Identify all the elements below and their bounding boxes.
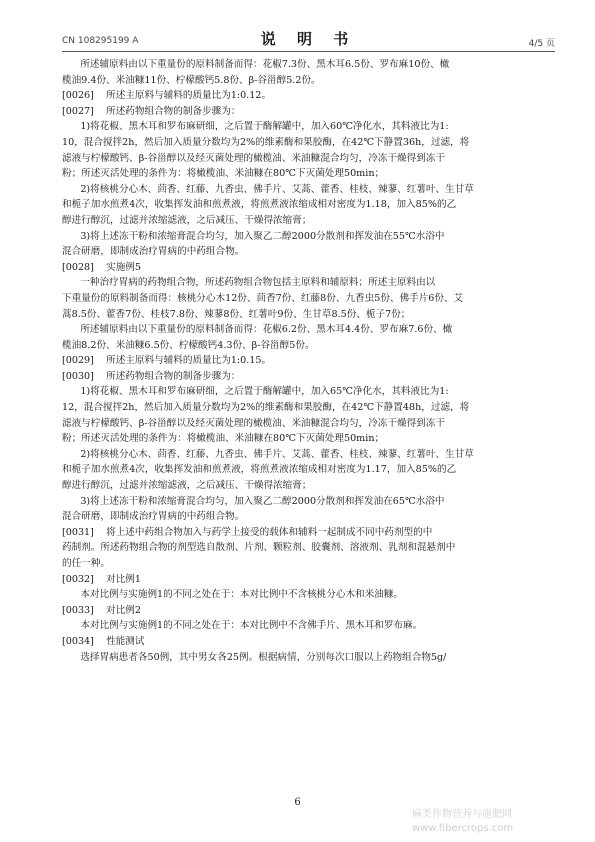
body-text-line: 下重量份的原料制备而得：核桃分心木12份、茴香7份、红藤8份、九香虫5份、佛手片6份、艾 [62,292,464,304]
body-text-line: 醇进行醇沉，过滤并浓缩滤液，之后减压、干燥得浓缩膏； [62,480,312,492]
body-text-line: 本对比例与实施例1的不同之处在于：本对比例中不含核桃分心木和米油糠。 [62,589,404,601]
body-text-line: 1)将花椒、黑木耳和罗布麻研细，之后置于酶解罐中，加入65℃净化水，其料液比为1: [62,386,449,398]
body-text-line: 本对比例与实施例1的不同之处在于：本对比例中不含佛手片、黑木耳和罗布麻。 [62,620,423,632]
body-text-line: 3)将上述冻干粉和浓缩膏混合均匀，加入聚乙二醇2000分散剂和挥发油在65℃水浴中 [62,495,445,507]
body-text-line: [0032] 对比例1 [62,573,141,585]
page-number: 6 [294,797,301,808]
body-text-line: 榄油9.4份、米油糠11份、柠檬酸钙5.8份、β-谷甾醇5.2份。 [62,74,321,86]
body-text-line: 混合研磨，即制成治疗胃病的中药组合物。 [62,511,245,523]
watermark-url: www.fibercrops.com [412,823,514,834]
body-text-line: 2)将核桃分心木、茴香、红藤、九香虫、佛手片、艾蒿、藿香、桂枝、辣蓼、红薯叶、生甘草 [62,183,474,195]
document-title: 说 明 书 [260,30,357,48]
body-text-line: [0028] 实施例5 [62,261,141,273]
body-text-line: [0033] 对比例2 [62,604,141,616]
body-text-line: 粉；所述灭活处理的条件为：将橄榄油、米油糠在80℃下灭菌处理50min； [62,433,385,445]
body-text-line: 混合研磨，即制成治疗胃病的中药组合物。 [62,246,245,258]
body-text-line: 12，混合搅拌2h，然后加入质量分数均为2%的维素酶和果胶酶，在42℃下静置48h，过滤，将 [62,402,470,414]
document-body [62,57,556,665]
body-text-line: 滤液与柠檬酸钙、β-谷甾醇以及经灭菌处理的橄榄油、米油糠混合均匀，冷冻干燥得到冻干 [62,152,445,164]
watermark [412,808,513,836]
page-header [62,22,555,62]
body-text-line: 滤液与柠檬酸钙、β-谷甾醇以及经灭菌处理的橄榄油、米油糠混合均匀，冷冻干燥得到冻干 [62,417,445,429]
body-text-line: [0030] 所述药物组合物的制备步骤为： [62,370,241,382]
body-text-line: 所述辅原料由以下重量份的原料制备而得：花椒7.3份、黑木耳6.5份、罗布麻10份、橄 [62,59,450,70]
body-text-line: [0027] 所述药物组合物的制备步骤为： [62,105,241,117]
document-number: CN 108295199 A [62,36,139,46]
body-text-line: 选择胃病患者各50例，其中男女各25例。根据病情，分别每次口服以上药物组合物5g/ [62,651,447,663]
page-indicator: 4/5 页 [528,39,555,49]
watermark-site-name: 麻类作物营养与施肥网 [412,809,512,820]
body-text-line: 粉；所述灭活处理的条件为：将橄榄油、米油糠在80℃下灭菌处理50min； [62,168,385,180]
body-text-line: 药制剂。所述药物组合物的剂型选自散剂、片剂、颗粒剂、胶囊剂、溶液剂、乳剂和混悬剂中 [62,542,456,554]
body-text-line: 和栀子加水煎煮4次，收集挥发油和煎煮液，将煎煮液浓缩成相对密度为1.17，加入85%的乙 [62,464,457,476]
body-text-line: 榄油8.2份、米油糠6.5份、柠檬酸钙4.3份、β-谷甾醇5份。 [62,339,315,351]
body-text-line: 所述辅原料由以下重量份的原料制备而得：花椒6.2份、黑木耳4.4份、罗布麻7.6份、橄 [62,324,453,336]
body-text-line: 1)将花椒、黑木耳和罗布麻研细，之后置于酶解罐中，加入60℃净化水，其料液比为1: [62,121,449,133]
body-text-line: 和栀子加水煎煮4次，收集挥发油和煎煮液，将煎煮液浓缩成相对密度为1.18，加入85%的乙 [62,199,457,211]
body-text-line: [0031] 将上述中药组合物加入与药学上接受的载体和辅料一起制成不同中药剂型的中 [62,526,433,538]
body-text-line: 10，混合搅拌2h，然后加入质量分数均为2%的维素酶和果胶酶，在42℃下静置36h，过滤，将 [62,136,470,148]
body-text-line: 醇进行醇沉，过滤并浓缩滤液，之后减压、干燥得浓缩膏； [62,214,312,226]
body-text-line: 2)将核桃分心木、茴香、红藤、九香虫、佛手片、艾蒿、藿香、桂枝、辣蓼、红薯叶、生甘草 [62,448,474,460]
body-text-line: [0029] 所述主原料与辅料的质量比为1:0.15。 [62,355,272,367]
body-text-line: 一种治疗胃病的药物组合物，所述药物组合物包括主原料和辅原料；所述主原料由以 [62,277,436,289]
body-text-line: [0026] 所述主原料与辅料的质量比为1:0.12。 [62,90,272,102]
header-divider [62,51,555,52]
body-text-line: [0034] 性能测试 [62,635,145,647]
body-text-line: 蒿8.5份、藿香7份、桂枝7.8份、辣蓼8份、红薯叶9份、生甘草8.5份、栀子7份； [62,308,411,320]
body-text-line: 3)将上述冻干粉和浓缩膏混合均匀，加入聚乙二醇2000分散剂和挥发油在55℃水浴中 [62,230,445,242]
body-text-line: 的任一种。 [62,558,110,569]
